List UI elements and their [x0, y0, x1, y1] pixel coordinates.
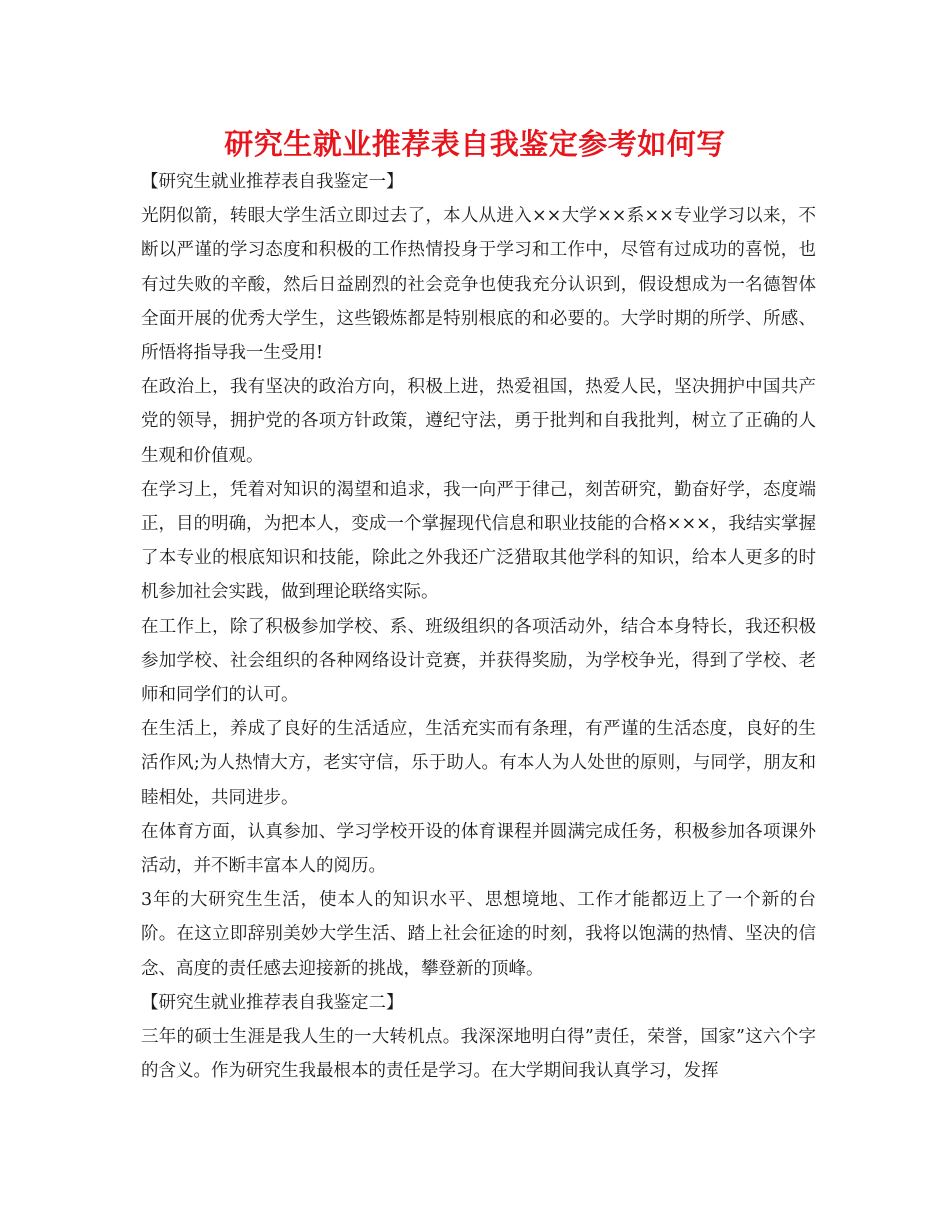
paragraph: 在学习上，凭着对知识的渴望和追求，我一向严于律己，刻苦研究，勤奋好学，态度端正，目的明确，为把本人，变成一个掌握现代信息和职业技能的合格×××，我结实掌握了本专业的根底知识和技能，除此之外我还广泛猎取其他学科的知识，给本人更多的时机参加社会实践，做到理论联络实际。	[141, 479, 816, 603]
paragraph: 光阴似箭，转眼大学生活立即过去了，本人从进入××大学××系××专业学习以来，不断以严谨的学习态度和积极的工作热情投身于学习和工作中，尽管有过成功的喜悦，也有过失败的辛酸，然后日益剧烈的社会竞争也使我充分认识到，假设想成为一名德智体全面开展的优秀大学生，这些锻炼都是特别根底的和必要的。大学时期的所学、所感、所悟将指导我一生受用!	[141, 206, 816, 364]
document-body	[141, 165, 816, 1088]
paragraph: 在体育方面，认真参加、学习学校开设的体育课程并圆满完成任务，积极参加各项课外活动，并不断丰富本人的阅历。	[141, 821, 816, 877]
paragraph: 在政治上，我有坚决的政治方向，积极上进，热爱祖国，热爱人民，坚决拥护中国共产党的领导，拥护党的各项方针政策，遵纪守法，勇于批判和自我批判，树立了正确的人生观和价值观。	[141, 377, 816, 466]
paragraph: 在生活上，养成了良好的生活适应，生活充实而有条理，有严谨的生活态度，良好的生活作风;为人热情大方，老实守信，乐于助人。有本人为人处世的原则，与同学，朋友和睦相处，共同进步。	[141, 719, 816, 808]
document-title: 研究生就业推荐表自我鉴定参考如何写	[224, 127, 726, 161]
paragraph: 3年的大研究生生活，使本人的知识水平、思想境地、工作才能都迈上了一个新的台阶。在这立即辞别美妙大学生活、踏上社会征途的时刻，我将以饱满的热情、坚决的信念、高度的责任感去迎接新的挑战，攀登新的顶峰。	[141, 890, 816, 979]
section-heading: 【研究生就业推荐表自我鉴定一】	[141, 172, 404, 192]
section-heading: 【研究生就业推荐表自我鉴定二】	[141, 992, 404, 1013]
paragraph: 在工作上，除了积极参加学校、系、班级组织的各项活动外，结合本身特长，我还积极参加学校、社会组织的各种网络设计竞赛，并获得奖励，为学校争光，得到了学校、老师和同学们的认可。	[141, 616, 816, 706]
paragraph: 三年的硕士生涯是我人生的一大转机点。我深深地明白得”责任，荣誉，国家”这六个字的含义。作为研究生我最根本的责任是学习。在大学期间我认真学习，发挥	[141, 1027, 816, 1082]
